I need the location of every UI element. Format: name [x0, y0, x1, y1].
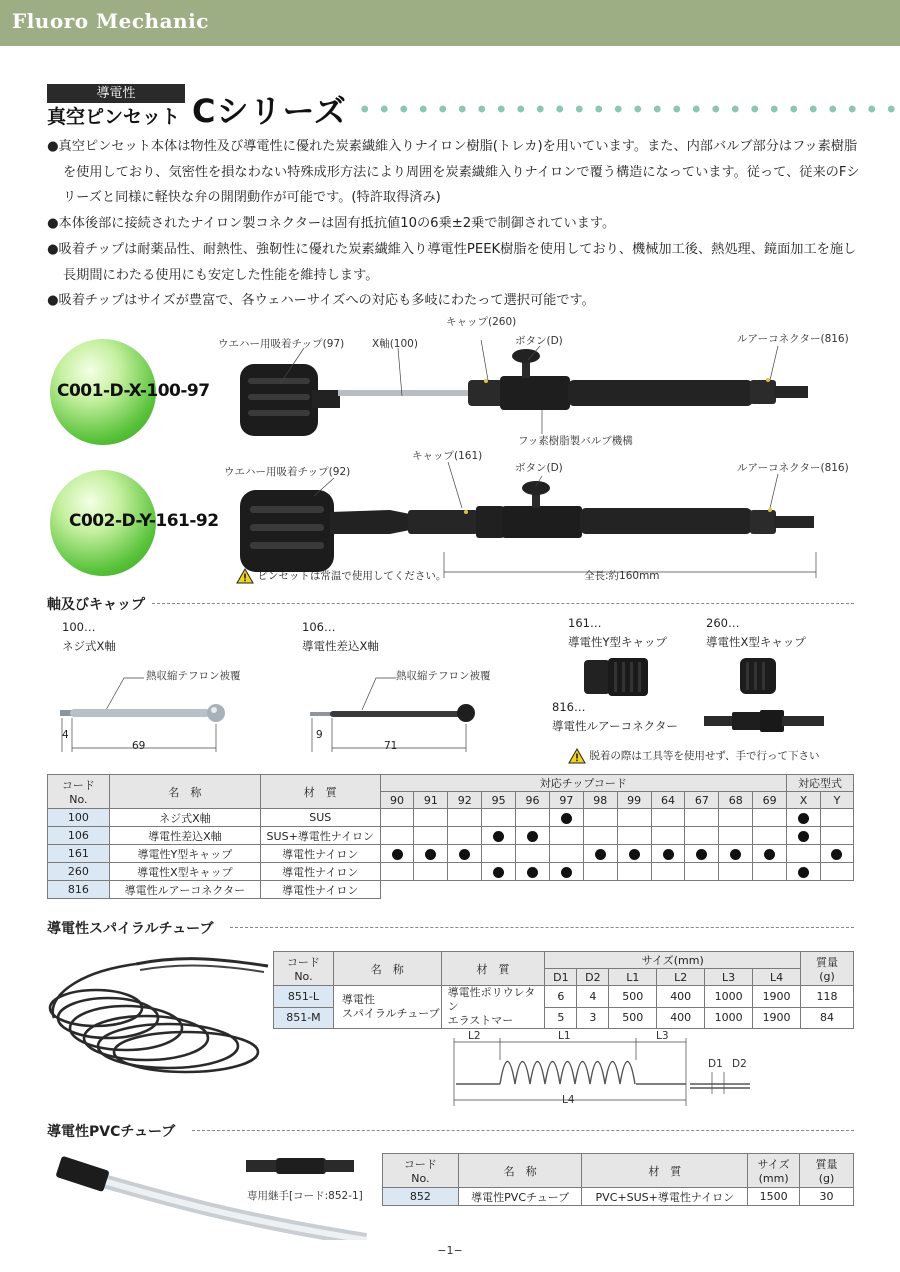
cell-tip	[651, 809, 685, 827]
cell-l3: 1000	[705, 986, 753, 1008]
cell-tip	[583, 845, 617, 863]
spiral-table	[273, 951, 854, 1029]
cell-l1: 500	[609, 1007, 657, 1029]
cell-code: 106	[48, 827, 110, 845]
warning-icon	[236, 568, 254, 584]
cell-type	[820, 827, 853, 845]
callout-cap-2: キャップ(161)	[412, 450, 483, 462]
cell-material: 導電性ポリウレタン エラストマー	[441, 986, 545, 1029]
cell-l4: 1900	[753, 1007, 801, 1029]
cell-tip	[549, 827, 583, 845]
section-divider	[152, 603, 854, 604]
cell-tip	[583, 863, 617, 881]
cell-material: SUS	[261, 809, 381, 827]
pvc-table	[382, 1153, 854, 1206]
cell-tip	[380, 845, 414, 863]
cell-name: 導電性差込X軸	[109, 827, 260, 845]
item-100-code: 100…	[62, 620, 96, 634]
cell-size: 1500	[748, 1188, 800, 1206]
item-100-name: ネジ式X軸	[62, 639, 116, 653]
tip-col-header: 96	[516, 792, 550, 809]
cell-tip	[380, 863, 414, 881]
section-title-shaft: 軸及びキャップ	[47, 597, 145, 613]
tip-col-header: 92	[448, 792, 482, 809]
cell-tip	[719, 827, 753, 845]
cell-d2: 3	[577, 1007, 609, 1029]
cell-type	[820, 845, 853, 863]
compatible-dot-icon	[561, 867, 572, 878]
cell-tip	[549, 863, 583, 881]
table-row	[48, 845, 854, 863]
cell-tip	[753, 845, 787, 863]
model-label-1: C001-D-X-100-97	[57, 381, 210, 401]
intro-paragraph: ●真空ピンセット本体は物性及び導電性に優れた炭素繊維入りナイロン樹脂(トレカ)を用いています。また、内部バルブ部分はフッ素樹脂を使用しており、気密性を損なわない特殊成形方法により周囲を炭素繊維入りナイロンで覆う構造になっています。従って、従来のFシリーズと同様に軽快な弁の開閉動作が可能です。(特許取得済み)	[47, 139, 860, 206]
intro-paragraph: ●本体後部に接続されたナイロン製コネクターは固有抵抗値10の6乗±2乗で制御されています。	[47, 216, 616, 232]
coating-label-1: 熱収縮テフロン被覆	[146, 670, 241, 682]
cell-tip	[685, 863, 719, 881]
brand-title: Fluoro Mechanic	[12, 9, 209, 33]
cell-material: 導電性ナイロン	[261, 881, 381, 899]
tip-col-header: 97	[549, 792, 583, 809]
warning-icon	[568, 748, 586, 764]
size-col-header: D2	[577, 969, 609, 986]
item-816-code: 816…	[552, 700, 586, 714]
cell-name: ネジ式X軸	[109, 809, 260, 827]
cell-l3: 1000	[705, 1007, 753, 1029]
cell-tip	[482, 827, 516, 845]
header-material: 材 質	[441, 952, 545, 986]
item-161-name: 導電性Y型キャップ	[568, 635, 668, 649]
item-260-code: 260…	[706, 616, 740, 630]
header-name: 名 称	[333, 952, 441, 986]
compatible-dot-icon	[527, 831, 538, 842]
cell-tip	[448, 809, 482, 827]
compatible-dot-icon	[493, 831, 504, 842]
cell-tip	[380, 827, 414, 845]
cell-tip	[617, 827, 651, 845]
compatible-dot-icon	[696, 849, 707, 860]
cell-tip	[719, 845, 753, 863]
cell-tip	[482, 845, 516, 863]
cell-code: 260	[48, 863, 110, 881]
header-weight: 質量 (g)	[800, 1154, 854, 1188]
cell-tip	[617, 809, 651, 827]
compatible-dot-icon	[663, 849, 674, 860]
tip-col-header: 64	[651, 792, 685, 809]
cell-tip	[516, 827, 550, 845]
cell-name: 導電性PVCチューブ	[458, 1188, 582, 1206]
callout-shaft-1: X軸(100)	[372, 338, 418, 350]
tip-col-header: 69	[753, 792, 787, 809]
cell-weight: 84	[801, 1007, 854, 1029]
cell-code: 852	[383, 1188, 459, 1206]
cell-tip	[448, 845, 482, 863]
cell-l4: 1900	[753, 986, 801, 1008]
callout-button-2: ボタン(D)	[515, 462, 563, 474]
cell-name: 導電性 スパイラルチューブ	[333, 986, 441, 1029]
table-row	[48, 809, 854, 827]
callout-luer-1: ルアーコネクター(816)	[737, 333, 849, 345]
page-title: 真空ピンセット	[47, 106, 181, 128]
table-row	[383, 1188, 854, 1206]
tip-col-header: 95	[482, 792, 516, 809]
warning-note-1	[236, 568, 446, 584]
cell-tip	[414, 845, 448, 863]
warning-text-2: 脱着の際は工具等を使用せず、手で行って下さい	[589, 750, 820, 762]
cell-tip	[448, 827, 482, 845]
cell-tip	[583, 827, 617, 845]
cell-tip	[719, 809, 753, 827]
warning-text-1: ピンセットは常温で使用してください。	[257, 570, 447, 582]
cell-tip	[719, 863, 753, 881]
spiral-tube-image	[36, 948, 272, 1078]
cell-material: 導電性ナイロン	[261, 845, 381, 863]
header-types: 対応型式	[787, 775, 854, 792]
cell-tip	[516, 845, 550, 863]
cell-tip	[685, 827, 719, 845]
table-row	[48, 881, 854, 899]
title-badge: 導電性	[47, 84, 185, 103]
cell-d2: 4	[577, 986, 609, 1008]
cell-tip	[685, 809, 719, 827]
cell-code: 161	[48, 845, 110, 863]
header-code: コード No.	[383, 1154, 459, 1188]
joint-label: 専用継手[コード:852-1]	[247, 1190, 363, 1202]
header-material: 材 質	[582, 1154, 748, 1188]
section-divider	[230, 927, 854, 928]
diagram-l4: L4	[562, 1094, 575, 1106]
tip-col-header: 68	[719, 792, 753, 809]
section-title-spiral: 導電性スパイラルチューブ	[47, 921, 214, 937]
length-label: 全長:約160mm	[584, 570, 660, 582]
cell-name: 導電性X型キャップ	[109, 863, 260, 881]
item-106-name: 導電性差込X軸	[302, 639, 379, 653]
cell-code: 851-M	[274, 1007, 334, 1029]
header-code: コード No.	[48, 775, 110, 809]
compatible-dot-icon	[527, 867, 538, 878]
compatibility-table	[47, 774, 854, 899]
cell-tip	[516, 863, 550, 881]
diagram-d2: D2	[732, 1058, 747, 1070]
diagram-d1: D1	[708, 1058, 723, 1070]
tip-col-header: 99	[617, 792, 651, 809]
size-col-header: L2	[657, 969, 705, 986]
cell-tip	[414, 827, 448, 845]
cell-material: 導電性ナイロン	[261, 863, 381, 881]
cell-tip	[482, 809, 516, 827]
cell-tip	[549, 809, 583, 827]
cell-tip	[651, 827, 685, 845]
callout-tip-2: ウエハー用吸着チップ(92)	[224, 466, 351, 478]
tip-col-header: 90	[380, 792, 414, 809]
callout-tip-1: ウエハー用吸着チップ(97)	[218, 338, 345, 350]
header-code: コード No.	[274, 952, 334, 986]
compatible-dot-icon	[798, 831, 809, 842]
header-size: サイズ (mm)	[748, 1154, 800, 1188]
model-label-2: C002-D-Y-161-92	[69, 511, 219, 531]
cell-tip	[380, 809, 414, 827]
intro-paragraph: ●吸着チップはサイズが豊富で、各ウェハーサイズへの対応も多岐にわたって選択可能です。	[47, 293, 595, 309]
cell-type	[787, 827, 821, 845]
cell-type	[787, 845, 821, 863]
cell-tip	[617, 845, 651, 863]
cell-d1: 6	[545, 986, 577, 1008]
cell-d1: 5	[545, 1007, 577, 1029]
cell-weight: 118	[801, 986, 854, 1008]
table-row	[48, 863, 854, 881]
cell-code: 100	[48, 809, 110, 827]
compatible-dot-icon	[392, 849, 403, 860]
cell-type	[820, 863, 853, 881]
callout-luer-2: ルアーコネクター(816)	[737, 462, 849, 474]
cell-tip	[549, 845, 583, 863]
item-816-name: 導電性ルアーコネクター	[552, 719, 678, 733]
cell-tip	[482, 863, 516, 881]
compatible-dot-icon	[561, 813, 572, 824]
spiral-dimension-diagram	[450, 1030, 760, 1112]
diagram-l3: L3	[656, 1030, 669, 1042]
header-name: 名 称	[109, 775, 260, 809]
dot-divider	[355, 104, 900, 114]
cell-tip	[651, 863, 685, 881]
diagram-l1: L1	[558, 1030, 571, 1042]
cell-code: 851-L	[274, 986, 334, 1008]
table-row	[48, 827, 854, 845]
callout-valve-1: フッ素樹脂製バルブ機構	[518, 435, 633, 447]
tip-col-header: 67	[685, 792, 719, 809]
compatible-dot-icon	[798, 813, 809, 824]
cell-tip	[414, 863, 448, 881]
cell-tip	[583, 809, 617, 827]
type-col-header: X	[787, 792, 821, 809]
compatible-dot-icon	[798, 867, 809, 878]
table-row	[274, 986, 854, 1008]
intro-paragraph: ●吸着チップは耐薬品性、耐熱性、強靭性に優れた炭素繊維入り導電性PEEK樹脂を使用しており、機械加工後、熱処理、鏡面加工を施し長期間にわたる使用にも安定した性能を維持します。	[47, 241, 857, 283]
dim-100-b: 69	[132, 740, 146, 752]
coating-label-2: 熱収縮テフロン被覆	[396, 670, 491, 682]
dim-106-a: 9	[316, 729, 323, 741]
shaft-100-image	[56, 670, 256, 760]
cell-tip	[753, 863, 787, 881]
compatible-dot-icon	[831, 849, 842, 860]
shaft-106-image	[306, 670, 506, 760]
luer-816-image	[702, 706, 828, 736]
warning-note-2	[568, 748, 820, 764]
cell-tip	[685, 845, 719, 863]
cap-260-image	[736, 654, 786, 696]
compatible-dot-icon	[730, 849, 741, 860]
cell-type	[820, 809, 853, 827]
header-name: 名 称	[458, 1154, 582, 1188]
section-divider	[192, 1130, 854, 1131]
compatible-dot-icon	[629, 849, 640, 860]
dim-100-a: 4	[62, 729, 69, 741]
header-weight: 質量 (g)	[801, 952, 854, 986]
item-161-code: 161…	[568, 616, 602, 630]
item-260-name: 導電性X型キャップ	[706, 635, 806, 649]
size-col-header: L4	[753, 969, 801, 986]
cell-tip	[753, 827, 787, 845]
cell-tip	[651, 845, 685, 863]
cell-material: PVC+SUS+導電性ナイロン	[582, 1188, 748, 1206]
cell-l1: 500	[609, 986, 657, 1008]
cell-tip	[617, 863, 651, 881]
cell-l2: 400	[657, 1007, 705, 1029]
size-col-header: L1	[609, 969, 657, 986]
cell-material: SUS+導電性ナイロン	[261, 827, 381, 845]
intro-text	[47, 134, 862, 314]
cell-tip	[516, 809, 550, 827]
cell-name: 導電性Y型キャップ	[109, 845, 260, 863]
compatible-dot-icon	[493, 867, 504, 878]
cell-code: 816	[48, 881, 110, 899]
size-col-header: L3	[705, 969, 753, 986]
cell-l2: 400	[657, 986, 705, 1008]
section-title-pvc: 導電性PVCチューブ	[47, 1124, 176, 1140]
callout-cap-1: キャップ(260)	[446, 316, 517, 328]
header-material: 材 質	[261, 775, 381, 809]
cell-tip	[753, 809, 787, 827]
compatible-dot-icon	[764, 849, 775, 860]
series-title: Cシリーズ	[192, 92, 347, 130]
compatible-dot-icon	[425, 849, 436, 860]
callout-button-1: ボタン(D)	[515, 335, 563, 347]
size-col-header: D1	[545, 969, 577, 986]
compatible-dot-icon	[595, 849, 606, 860]
cell-weight: 30	[800, 1188, 854, 1206]
header-size: サイズ(mm)	[545, 952, 801, 969]
cell-tip	[448, 863, 482, 881]
cell-type	[787, 809, 821, 827]
page-number: −1−	[437, 1244, 463, 1257]
dim-106-b: 71	[384, 740, 398, 752]
cell-type	[787, 863, 821, 881]
type-col-header: Y	[820, 792, 853, 809]
compatible-dot-icon	[459, 849, 470, 860]
cell-empty	[380, 881, 853, 899]
cap-161-image	[580, 654, 660, 700]
tip-col-header: 91	[414, 792, 448, 809]
header-tips: 対応チップコード	[380, 775, 787, 792]
item-106-code: 106…	[302, 620, 336, 634]
diagram-l2: L2	[468, 1030, 481, 1042]
cell-name: 導電性ルアーコネクター	[109, 881, 260, 899]
cell-tip	[414, 809, 448, 827]
tip-col-header: 98	[583, 792, 617, 809]
